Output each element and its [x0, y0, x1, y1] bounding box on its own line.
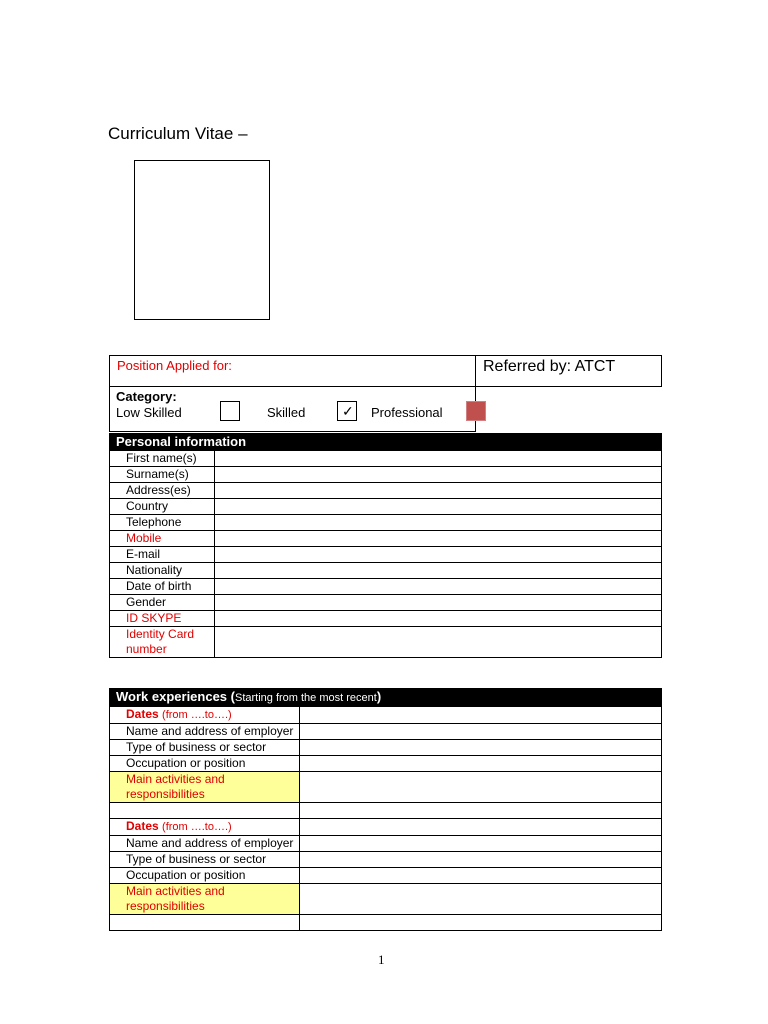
field-label: Surname(s) [110, 467, 215, 483]
skype-id-input[interactable] [215, 611, 662, 627]
position-applied-label[interactable]: Position Applied for: [110, 356, 476, 387]
page-number: 1 [378, 952, 385, 967]
dates-label [110, 707, 300, 724]
professional-checkbox[interactable] [466, 401, 486, 421]
field-label: Gender [110, 595, 215, 611]
field-label: Identity Card number [110, 627, 215, 658]
field-label: ID SKYPE [110, 611, 215, 627]
dates-label [110, 819, 300, 836]
field-label: Date of birth [110, 579, 215, 595]
field-label: Occupation or position [110, 868, 300, 884]
activities-input[interactable] [300, 884, 662, 915]
low-skilled-checkbox[interactable] [220, 401, 240, 421]
employer-input[interactable] [300, 836, 662, 852]
surname-input[interactable] [215, 467, 662, 483]
field-label: Telephone [110, 515, 215, 531]
date-of-birth-input[interactable] [215, 579, 662, 595]
category-label: Category: [116, 389, 177, 404]
spacer-cell [300, 915, 662, 931]
work-header-main: Work experiences ( [116, 689, 235, 704]
dates-suffix: (from ….to….) [162, 821, 232, 833]
business-sector-input[interactable] [300, 740, 662, 756]
field-label: E-mail [110, 547, 215, 563]
work-experience-header [110, 689, 662, 707]
spacer-row [110, 915, 300, 931]
business-sector-input[interactable] [300, 852, 662, 868]
category-cell [110, 387, 476, 432]
email-input[interactable] [215, 547, 662, 563]
spacer-cell [300, 803, 662, 819]
work-experience-table [109, 688, 662, 931]
dates-input[interactable] [300, 819, 662, 836]
field-label: First name(s) [110, 451, 215, 467]
employer-input[interactable] [300, 724, 662, 740]
field-label: Nationality [110, 563, 215, 579]
first-name-input[interactable] [215, 451, 662, 467]
option-skilled-label: Skilled [267, 405, 306, 420]
application-header-table [109, 355, 662, 432]
telephone-input[interactable] [215, 515, 662, 531]
dates-text: Dates [126, 707, 159, 721]
work-header-sub: Starting from the most recent [234, 692, 377, 704]
referred-by-label: Referred by: ATCT [476, 356, 662, 387]
activities-label: Main activities and responsibilities [110, 884, 300, 915]
field-label: Country [110, 499, 215, 515]
option-professional-label: Professional [371, 405, 443, 420]
dates-input[interactable] [300, 707, 662, 724]
field-label: Address(es) [110, 483, 215, 499]
field-label: Name and address of employer [110, 836, 300, 852]
field-label: Type of business or sector [110, 740, 300, 756]
work-header-end: ) [376, 689, 382, 704]
field-label: Occupation or position [110, 756, 300, 772]
field-label: Type of business or sector [110, 852, 300, 868]
dates-suffix: (from ….to….) [162, 709, 232, 721]
identity-card-input[interactable] [215, 627, 662, 658]
skilled-checkbox[interactable] [337, 401, 357, 421]
field-label: Name and address of employer [110, 724, 300, 740]
spacer-row [110, 803, 300, 819]
dates-text: Dates [126, 819, 159, 833]
occupation-input[interactable] [300, 756, 662, 772]
gender-input[interactable] [215, 595, 662, 611]
nationality-input[interactable] [215, 563, 662, 579]
country-input[interactable] [215, 499, 662, 515]
category-spacer [476, 387, 662, 432]
field-label: Mobile [110, 531, 215, 547]
page-title: Curriculum Vitae – [108, 124, 248, 143]
activities-input[interactable] [300, 772, 662, 803]
personal-info-header: Personal information [110, 434, 662, 451]
personal-info-table [109, 433, 662, 658]
option-low-skilled-label: Low Skilled [116, 405, 182, 420]
address-input[interactable] [215, 483, 662, 499]
occupation-input[interactable] [300, 868, 662, 884]
photo-placeholder[interactable] [134, 160, 270, 320]
checkmark-icon: ✓ [342, 403, 354, 419]
activities-label: Main activities and responsibilities [110, 772, 300, 803]
mobile-input[interactable] [215, 531, 662, 547]
